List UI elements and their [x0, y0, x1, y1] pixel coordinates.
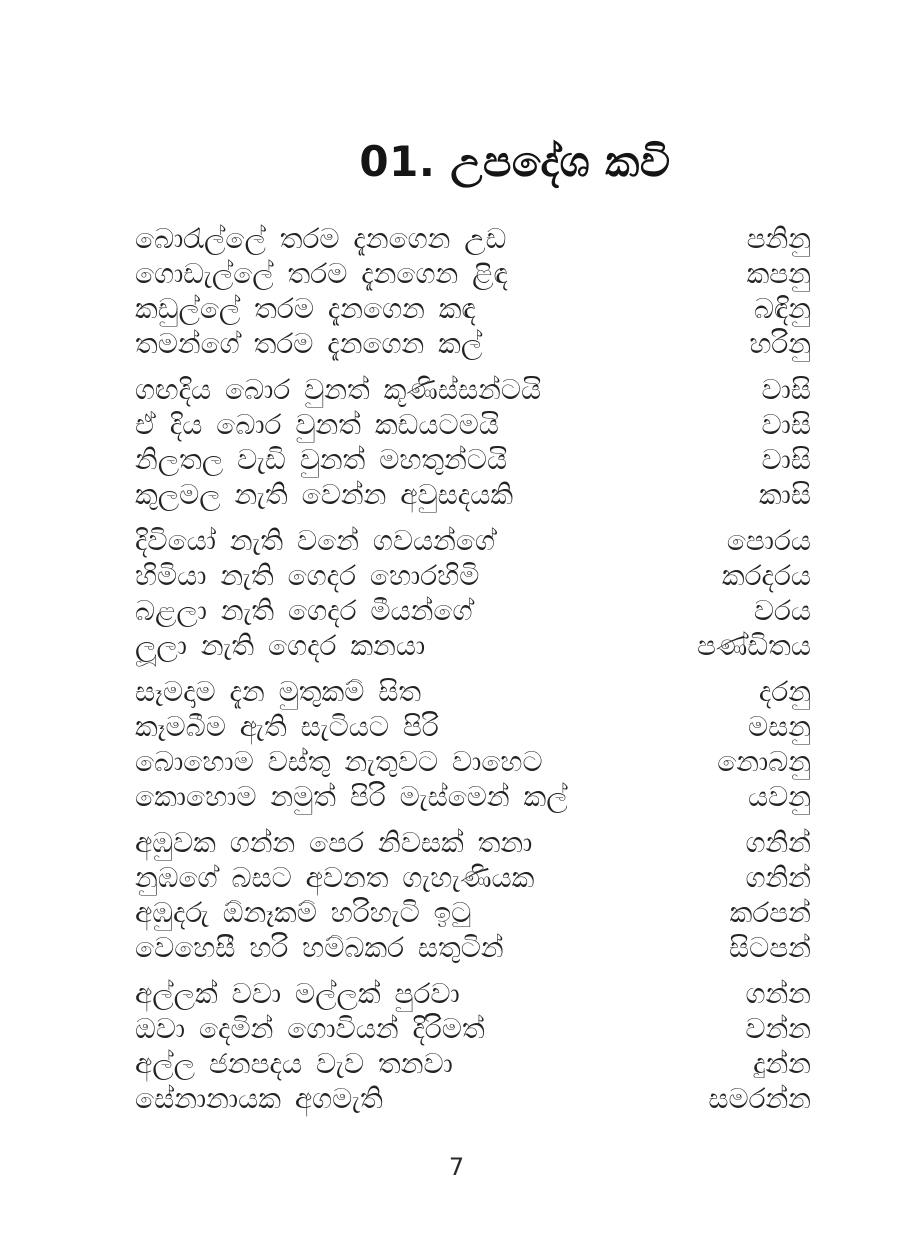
- stanza: [135, 674, 811, 814]
- verse-line: [135, 779, 811, 814]
- verse-line: [135, 221, 811, 256]
- verse-end-word: පනිනු: [746, 222, 811, 255]
- verse-end-word: ගන්න: [745, 977, 811, 1010]
- verse-line: [135, 1081, 811, 1116]
- verse-end-word: ගනින්: [745, 826, 811, 859]
- verse-text: තමන්ගේ තරම දැනගෙන කල්: [135, 327, 483, 360]
- verse-line: [135, 895, 811, 930]
- stanza: [135, 372, 811, 512]
- verse-text: හිමියා නැති ගෙදර හොරහිමි: [135, 559, 480, 592]
- verse-text: අල්ල ජනපදය වැව තනවා: [135, 1047, 453, 1080]
- verse-end-word: සමරන්න: [708, 1082, 811, 1115]
- verse-line: [135, 256, 811, 291]
- verse-text: නුඹගේ බසට අවනත ගැහැණියක: [135, 861, 535, 894]
- verse-line: [135, 372, 811, 407]
- verse-line: [135, 442, 811, 477]
- stanza: [135, 523, 811, 663]
- verse-end-word: කාසි: [758, 478, 811, 511]
- verse-line: [135, 477, 811, 512]
- verse-line: [135, 744, 811, 779]
- verse-text: වෙහෙසී හරි හම්බකර සතුටින්: [135, 931, 504, 964]
- page-number: 7: [448, 1153, 465, 1181]
- verses: [135, 221, 811, 1127]
- verse-text: කුලමල නැති වෙන්න අවුසදයකි: [135, 478, 514, 511]
- verse-line: [135, 558, 811, 593]
- verse-line: [135, 860, 811, 895]
- verse-end-word: වාසි: [761, 373, 811, 406]
- verse-line: [135, 709, 811, 744]
- verse-text: අඹුවක ගන්න පෙර නිවසක් තනා: [135, 826, 533, 859]
- stanza: [135, 221, 811, 361]
- verse-line: [135, 674, 811, 709]
- verse-end-word: වරය: [753, 594, 811, 627]
- verse-text: කඩුල්ලේ තරම දැනගෙන කඳ: [135, 292, 476, 325]
- verse-line: [135, 1011, 811, 1046]
- verse-line: [135, 628, 811, 663]
- verse-end-word: මසනු: [747, 710, 811, 743]
- verse-end-word: වාසි: [761, 408, 811, 441]
- verse-line: [135, 593, 811, 628]
- verse-end-word: යවනු: [747, 780, 811, 813]
- verse-end-word: හරිනු: [749, 327, 811, 360]
- verse-line: [135, 326, 811, 361]
- verse-line: [135, 407, 811, 442]
- verse-end-word: පණ්ඩිතය: [696, 629, 811, 662]
- verse-line: [135, 291, 811, 326]
- verse-text: නිලතල වැඩි වුනත් මහතුන්ටයි: [135, 443, 508, 476]
- verse-end-word: බඳිනු: [753, 292, 811, 325]
- verse-text: බළලා නැති ගෙදර මීයන්ගේ: [135, 594, 473, 627]
- verse-text: දිවියෝ නැති වනේ ගවයන්ගේ: [135, 524, 496, 557]
- verse-end-word: කරදරය: [721, 559, 811, 592]
- verse-end-word: දුන්න: [753, 1047, 811, 1080]
- verse-line: [135, 976, 811, 1011]
- verse-end-word: නොබනු: [717, 745, 811, 778]
- verse-end-word: පොරය: [726, 524, 811, 557]
- verse-line: [135, 1046, 811, 1081]
- verse-text: අඹුදරු ඕනෑකම් හරිහැටි ඉටු: [135, 896, 472, 929]
- verse-text: ලූලා නැති ගෙදර කනයා: [135, 629, 426, 662]
- verse-text: ගොඩැල්ලේ තරම දැනගෙන ළිඳ: [135, 257, 508, 290]
- verse-line: [135, 523, 811, 558]
- verse-text: ඒ දිය බොර වුනත් කඩයටමයි: [135, 408, 499, 441]
- stanza: [135, 825, 811, 965]
- verse-end-word: සිටපන්: [729, 931, 811, 964]
- verse-text: බොහොම වස්තු නැතුවට වාහෙට: [135, 745, 543, 778]
- verse-text: කොහොම නමුත් පිරි මැස්මෙන් කල්: [135, 780, 568, 813]
- verse-text: කෑමබීම ඇති සැටියට පිරි: [135, 710, 439, 743]
- verse-text: සේනානායක අගමැති: [135, 1082, 383, 1115]
- verse-end-word: කරපන්: [729, 896, 811, 929]
- verse-end-word: කපනු: [746, 257, 811, 290]
- verse-end-word: ගනින්: [745, 861, 811, 894]
- verse-line: [135, 930, 811, 965]
- verse-text: ඔවා දෙමින් ගොවියන් දිරිමත්: [135, 1012, 485, 1045]
- verse-text: සෑමදාම දැන මුතුකම් සිත: [135, 675, 422, 708]
- page-title: 01. උපදේශ කවි: [359, 137, 671, 186]
- verse-end-word: වාසි: [761, 443, 811, 476]
- verse-end-word: දරනු: [758, 675, 811, 708]
- verse-text: බොරැල්ලේ තරම දැනගෙන උඩ: [135, 222, 507, 255]
- stanza: [135, 976, 811, 1116]
- verse-end-word: වන්න: [745, 1012, 811, 1045]
- verse-line: [135, 825, 811, 860]
- verse-text: ගඟදිය බොර වුනත් කූණිස්සන්ටයි: [135, 373, 542, 406]
- verse-text: අල්ලක් වවා මල්ලක් පුරවා: [135, 977, 460, 1010]
